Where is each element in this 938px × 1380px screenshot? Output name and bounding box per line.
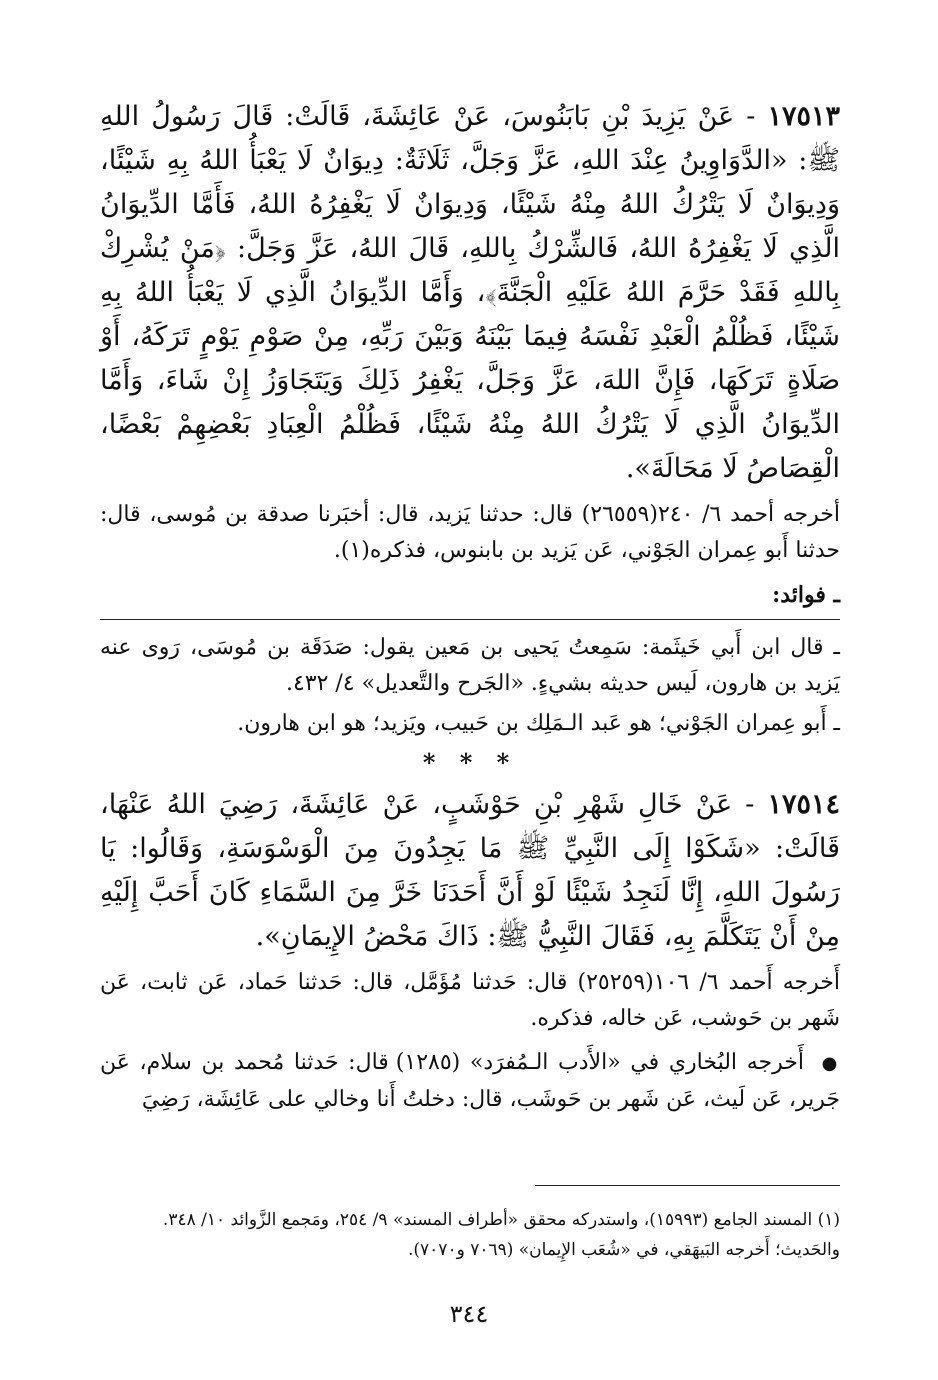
hadith-text: - عَنْ يَزِيدَ بْنِ بَابَنُوسَ، عَنْ عَائِشَةَ، قَالَتْ: قَالَ رَسُولُ اللهِ ﷺ: «الدَّوَاوِينُ عِنْدَ اللهِ، عَزَّ وَجَلَّ، ثَلَاثَةٌ: دِيوَانٌ لَا يَعْبَأُ اللهُ بِهِ شَيْئًا، وَدِيوَانٌ لَا يَتْرُكُ اللهُ مِنْهُ شَيْئًا، وَدِيوَانٌ لَا يَغْفِرُهُ اللهُ، فَأَمَّا الدِّيوَانُ الَّذِي لَا يَغْفِرُهُ اللهُ، فَالشِّرْكُ بِاللهِ، قَالَ اللهُ، عَزَّ وَجَلَّ: ﴿مَنْ يُشْرِكْ بِاللهِ فَقَدْ حَرَّمَ اللهُ عَلَيْهِ الْجَنَّةَ﴾، وَأَمَّا الدِّيوَانُ الَّذِي لَا يَعْبَأُ اللهُ بِهِ شَيْئًا، فَظُلْمُ الْعَبْدِ نَفْسَهُ فِيمَا بَيْنَهُ وَبَيْنَ رَبِّهِ، مِنْ صَوْمِ يَوْمٍ تَرَكَهُ، أَوْ صَلَاةٍ تَرَكَهَا، فَإِنَّ اللهَ، عَزَّ وَجَلَّ، يَغْفِرُ ذَلِكَ وَيَتَجَاوَزُ إِنْ شَاءَ، وَأَمَّا الدِّيوَانُ الَّذِي لَا يَتْرُكُ اللهُ مِنْهُ شَيْئًا، فَظُلْمُ الْعِبَادِ بَعْضِهِمْ بَعْضًا، الْقِصَاصُ لَا مَحَالَةَ». bbox=[100, 101, 840, 484]
hadith-number: ١٧٥١٤ bbox=[767, 789, 840, 820]
footnotes bbox=[100, 1205, 840, 1265]
hadith-source: أخرجه أحمد ٦/ ٢٤٠(٢٦٥٥٩) قال: حدثنا يَزيد، قال: أخبَرنا صدقة بن مُوسى، قال: حدثنا أَبو عِمران الجَوْني، عَن يَزيد بن بابنوس، فذكره(١). bbox=[100, 502, 841, 563]
benefit-item: ـ أَبو عِمران الجَوْني؛ هو عَبد الـمَلِك بن حَبيب، ويَزيد؛ هو ابن هارون. bbox=[237, 711, 840, 736]
takhrij-bullet bbox=[100, 1045, 840, 1118]
hadith-17514 bbox=[100, 783, 840, 959]
takhrij-text: أَخرجه البُخاري في «الأَدب الـمُفرَد» (١٢٨٥) قال: حَدثنا مُحمد بن سلام، عَن جَرير، عَن لَيث، عَن شَهر بن حَوشَب، قال: دخلتُ أَنا وخالي على عَائِشَة، رَضِيَ bbox=[100, 1050, 840, 1112]
benefit-item: ـ قال ابن أَبي خَيثَمة: سَمِعتُ يَحيى بن مَعين يقول: صَدَقَة بن مُوسَى، رَوى عنه يَزيد بن هارون، لَيس حديثه بشيءٍ. «الجَرح والتَّعديل» ٤/ ٤٣٢. bbox=[100, 635, 840, 696]
page-number: ٣٤٤ bbox=[449, 1300, 489, 1328]
hadith-17513 bbox=[100, 95, 840, 491]
footnote-line: والحَديث؛ أَخرجه البَيهَقي، في «شُعَب الإِيمان» (٧٠٦٩ و٧٠٧٠). bbox=[408, 1240, 840, 1260]
benefits-divider bbox=[100, 619, 840, 620]
benefits-heading: ـ فوائد: bbox=[772, 582, 840, 608]
page-body bbox=[100, 95, 840, 1118]
section-separator: * * * bbox=[422, 748, 518, 777]
hadith-source: أَخرجه أَحمد ٦/ ١٠٦(٢٥٢٥٩) قال: حَدثنا مُؤَمَّل، قال: حَدثنا حَماد، عَن ثابت، عَن شَهر بن حَوشب، عَن خاله، فذكره. bbox=[100, 970, 841, 1031]
bullet-icon: ● bbox=[821, 1053, 840, 1074]
footnote-line: (١) المسند الجامع (١٥٩٩٣)، واستدركه محقق «أطراف المسند» ٩/ ٢٥٤، ومَجمع الزَّوائد ١٠/ ٣٤٨. bbox=[162, 1210, 840, 1230]
hadith-text: - عَنْ خَالِ شَهْرِ بْنِ حَوْشَبٍ، عَنْ عَائِشَةَ، رَضِيَ اللهُ عَنْهَا، قَالَتْ: «شَكَوْا إِلَى النَّبِيِّ ﷺ مَا يَجِدُونَ مِنَ الْوَسْوَسَةِ، وَقَالُوا: يَا رَسُولَ اللهِ، إِنَّا لَنَجِدُ شَيْئًا لَوْ أَنَّ أَحَدَنَا خَرَّ مِنَ السَّمَاءِ كَانَ أَحَبَّ إِلَيْهِ مِنْ أَنْ يَتَكَلَّمَ بِهِ، فَقَالَ النَّبِيُّ ﷺ: ذَاكَ مَحْضُ الإِيمَانِ». bbox=[100, 789, 840, 952]
footnote-divider bbox=[535, 1185, 840, 1186]
hadith-number: ١٧٥١٣ bbox=[767, 101, 840, 132]
